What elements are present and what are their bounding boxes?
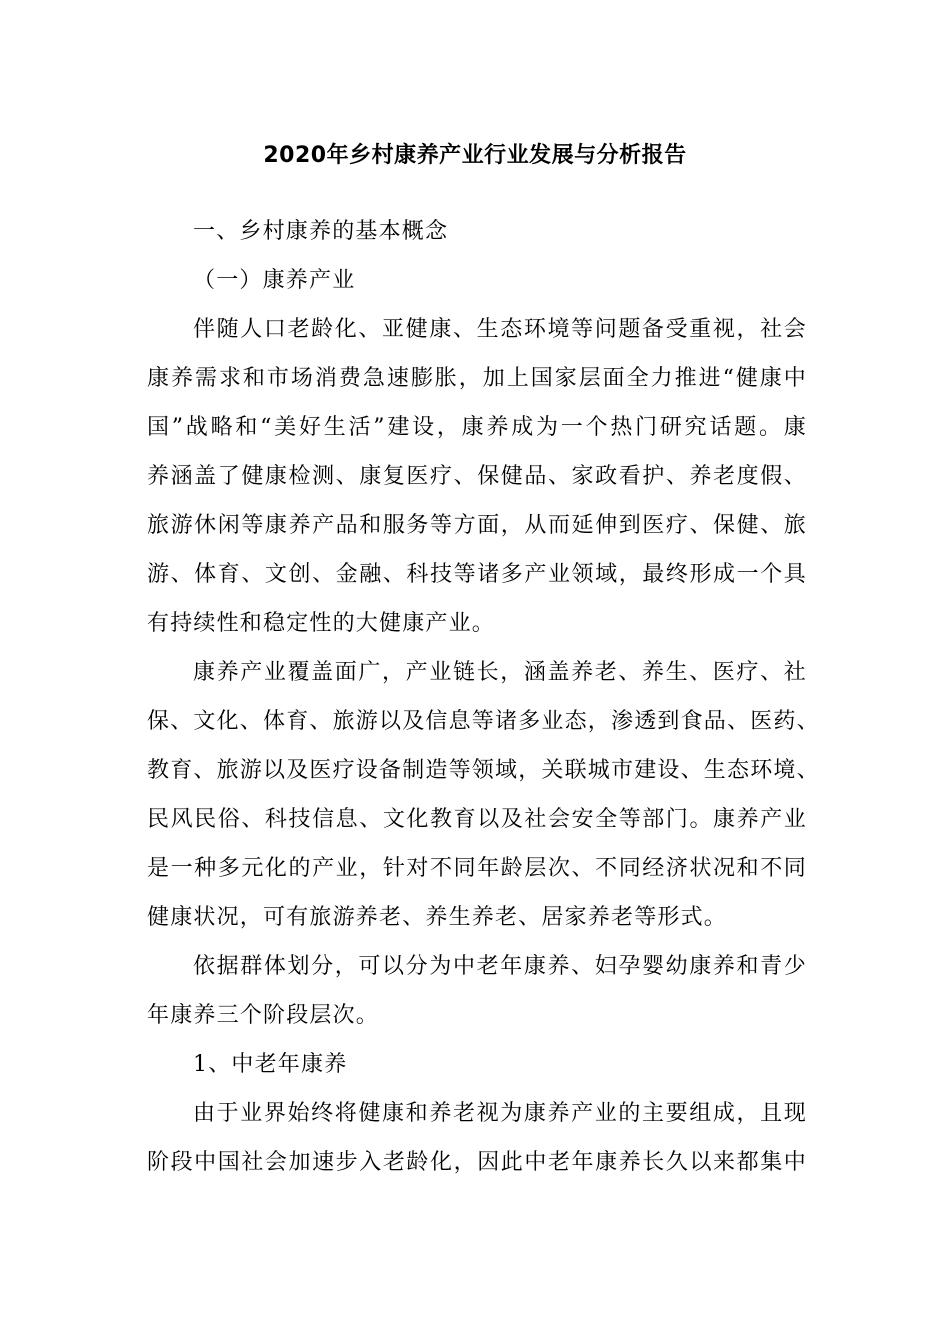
paragraph-line: 是一种多元化的产业，针对不同年龄层次、不同经济状况和不同: [147, 856, 807, 881]
paragraph-line: 游、体育、文创、金融、科技等诸多产业领域，最终形成一个具: [147, 562, 807, 587]
paragraph-line: 教育、旅游以及医疗设备制造等领域，关联城市建设、生态环境、: [147, 758, 820, 783]
document-body: [147, 207, 820, 1187]
paragraph-line: 保、文化、体育、旅游以及信息等诸多业态，渗透到食品、医药、: [147, 709, 820, 734]
section-heading: 一、乡村康养的基本概念: [193, 219, 449, 244]
paragraph-line: 康养需求和市场消费急速膨胀，加上国家层面全力推进“健康中: [147, 366, 807, 391]
paragraph-line: 依据群体划分，可以分为中老年康养、妇孕婴幼康养和青少: [193, 954, 807, 979]
paragraph-line: 民风民俗、科技信息、文化教育以及社会安全等部门。康养产业: [147, 807, 807, 832]
paragraph-line: 年康养三个阶段层次。: [147, 1003, 380, 1028]
document-title: 2020年乡村康养产业行业发展与分析报告: [263, 143, 687, 168]
paragraph-line: 健康状况，可有旅游养老、养生养老、居家养老等形式。: [147, 905, 728, 930]
paragraph-line: 养涵盖了健康检测、康复医疗、保健品、家政看护、养老度假、: [147, 464, 807, 489]
subsection-heading: （一）康养产业: [193, 268, 356, 293]
paragraph-line: 康养产业覆盖面广，产业链长，涵盖养老、养生、医疗、社: [193, 660, 807, 685]
paragraph-line: 伴随人口老龄化、亚健康、生态环境等问题备受重视，社会: [193, 317, 807, 342]
paragraph-line: 国”战略和“美好生活”建设，康养成为一个热门研究话题。康: [147, 415, 807, 440]
paragraph-line: 旅游休闲等康养产品和服务等方面，从而延伸到医疗、保健、旅: [147, 513, 807, 538]
paragraph-line: 由于业界始终将健康和养老视为康养产业的主要组成，且现: [193, 1101, 807, 1126]
paragraph-line: 阶段中国社会加速步入老龄化，因此中老年康养长久以来都集中: [147, 1150, 807, 1175]
paragraph-line: 有持续性和稳定性的大健康产业。: [147, 611, 496, 636]
numbered-heading: 1、中老年康养: [193, 1052, 348, 1077]
